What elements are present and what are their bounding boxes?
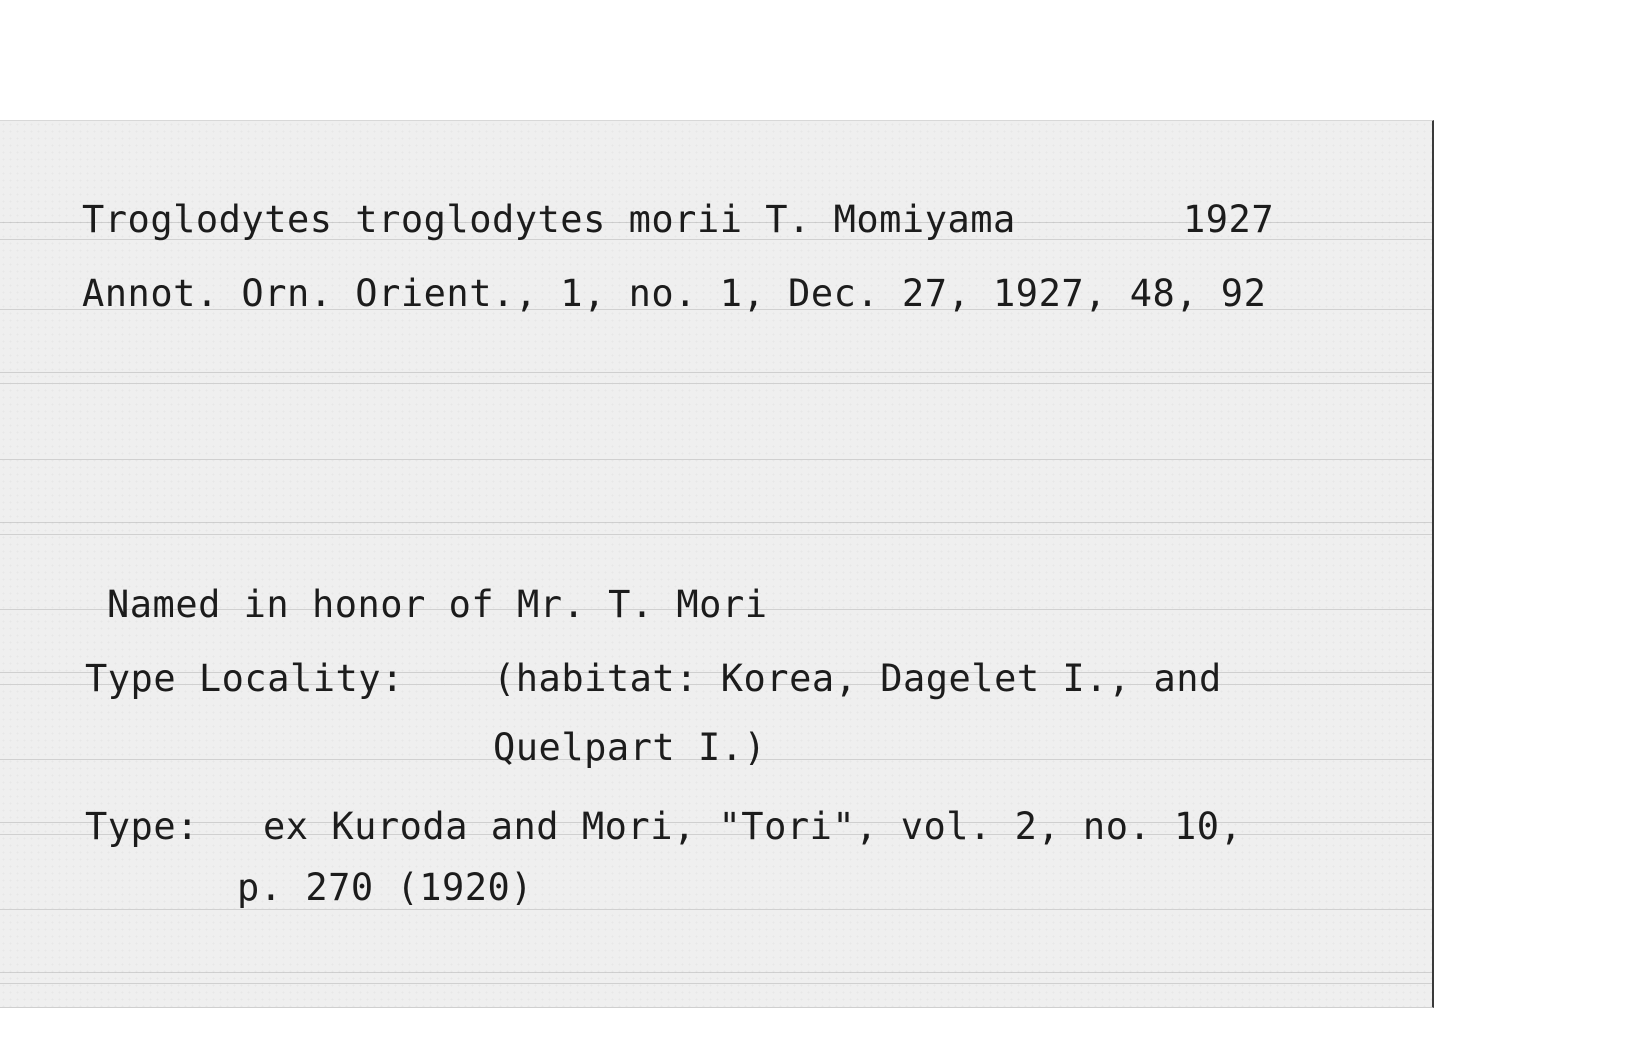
type-value: ex Kuroda and Mori, "Tori", vol. 2, no. 10, [263, 805, 1243, 848]
species-year: 1927 [1183, 198, 1275, 241]
type-locality-label: Type Locality: [85, 657, 404, 700]
type-label: Type: [85, 805, 199, 848]
type-locality-value: (habitat: Korea, Dagelet I., and [493, 657, 1222, 700]
type-continuation: p. 270 (1920) [237, 866, 534, 909]
card-rule [0, 909, 1432, 910]
card-rule [0, 983, 1432, 984]
etymology-note: Named in honor of Mr. T. Mori [107, 583, 768, 626]
index-card [0, 120, 1434, 1008]
card-rule [0, 459, 1432, 460]
card-rule [0, 383, 1432, 384]
type-locality-continuation: Quelpart I.) [493, 726, 767, 769]
publication-citation: Annot. Orn. Orient., 1, no. 1, Dec. 27, 1927, 48, 92 [82, 272, 1267, 315]
card-rule [0, 534, 1432, 535]
species-name: Troglodytes troglodytes morii T. Momiyama [82, 198, 1016, 241]
